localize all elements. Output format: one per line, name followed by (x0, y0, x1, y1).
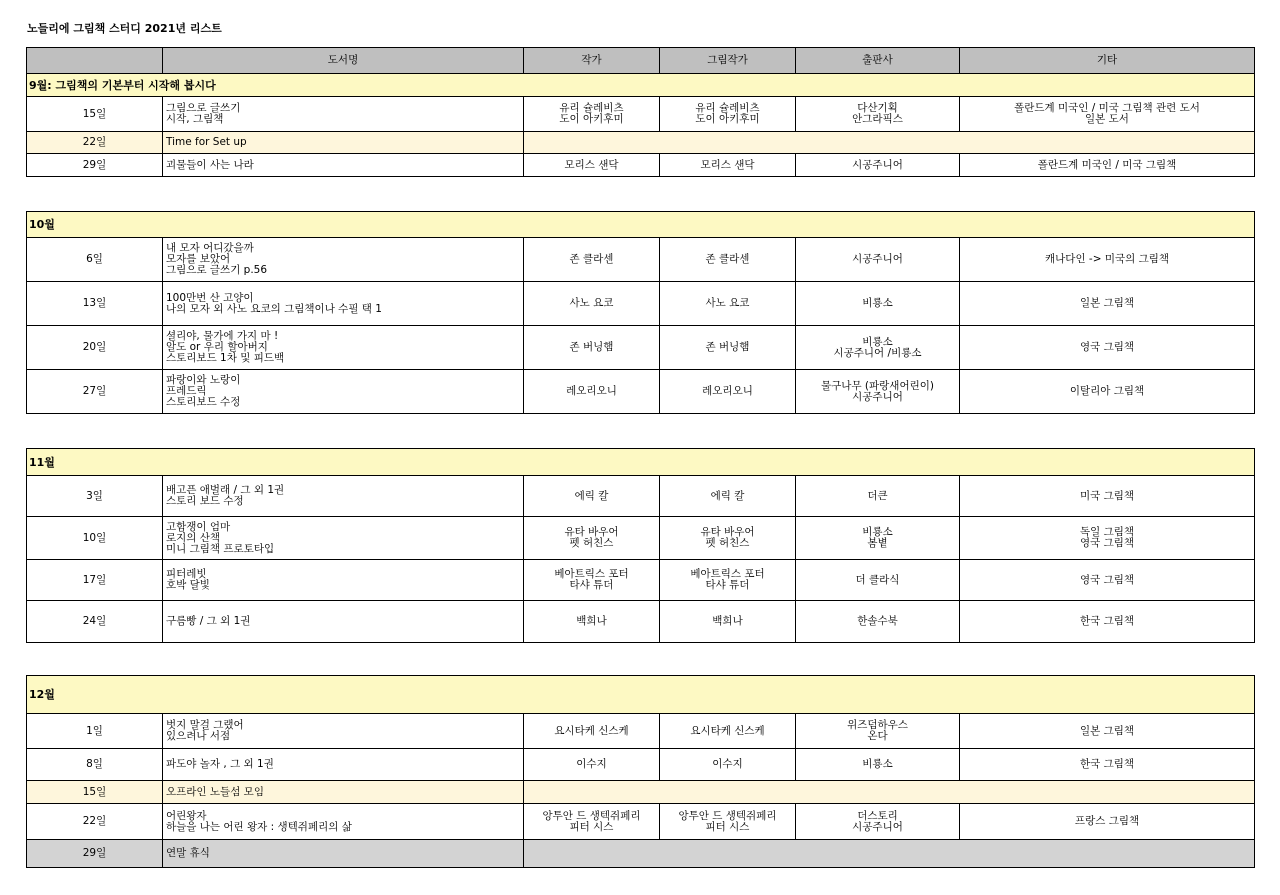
cell-line: 안그라픽스 (852, 113, 903, 125)
date-cell: 24일 (27, 601, 163, 643)
illustrator-cell (660, 517, 796, 560)
cell-line: 독일 그림책 (1080, 526, 1135, 538)
note-cell (960, 560, 1255, 601)
illustrator-cell (660, 326, 796, 370)
cell-line: 내 모자 어디갔을까 (166, 242, 254, 254)
page-title: 노들리에 그림책 스터디 2021년 리스트 (27, 22, 222, 35)
column-header-row (27, 48, 1255, 74)
author-cell (524, 97, 660, 132)
cell-line: 시공주니어 (852, 158, 903, 171)
schedule-table-1 (26, 47, 1255, 177)
author-cell (524, 714, 660, 749)
date-cell: 13일 (27, 282, 163, 326)
cell-line: 베아트릭스 포터 (554, 568, 629, 580)
cell-line: 벗지 말걸 그랬어 (166, 719, 244, 731)
cell-line: 물구나무 (파랑새어린이) (821, 379, 934, 392)
cell-line: 백희나 (712, 615, 743, 627)
cell-line: 모리스 샌닥 (564, 158, 619, 171)
table-row (27, 840, 1255, 868)
cell-line: 이수지 (712, 758, 743, 770)
book-title-cell (163, 97, 524, 132)
date-cell: 8일 (27, 749, 163, 781)
cell-line: 구름빵 / 그 외 1권 (166, 615, 251, 627)
illustrator-cell (660, 749, 796, 781)
illustrator-cell (660, 370, 796, 414)
date-cell: 29일 (27, 154, 163, 177)
cell-line: 베아트릭스 포터 (690, 568, 765, 580)
cell-line: 미국 그림책 (1080, 489, 1135, 502)
cell-line: 일본 그림책 (1080, 297, 1135, 309)
cell-line: 펫 허친스 (705, 537, 750, 549)
cell-line: 존 클라센 (569, 253, 614, 265)
book-title-cell (163, 840, 524, 868)
cell-line: 위즈덤하우스 (847, 719, 908, 731)
cell-line: Time for Set up (166, 136, 247, 148)
cell-line: 시공주니어 (852, 820, 903, 833)
cell-line: 시공주니어 (852, 390, 903, 403)
table-row (27, 601, 1255, 643)
schedule-table-4 (26, 675, 1255, 868)
publisher-cell (796, 560, 960, 601)
author-cell (524, 560, 660, 601)
table-row (27, 749, 1255, 781)
cell-line: 존 클라센 (705, 253, 750, 265)
illustrator-cell (660, 560, 796, 601)
date-cell: 3일 (27, 476, 163, 517)
date-cell: 27일 (27, 370, 163, 414)
cell-line: 영국 그림책 (1080, 573, 1135, 586)
cell-line: 비룡소 (862, 297, 893, 309)
cell-line: 앙투안 드 생텍쥐페리 (542, 809, 641, 822)
cell-line: 피터 시스 (569, 820, 614, 833)
cell-line: 피터 시스 (705, 820, 750, 833)
cell-line: 비룡소 (862, 526, 893, 538)
author-cell (524, 326, 660, 370)
cell-line: 있으려나 서점 (166, 730, 231, 742)
column-header-etc: 기타 (960, 48, 1255, 74)
author-cell (524, 601, 660, 643)
note-cell (960, 749, 1255, 781)
publisher-cell (796, 804, 960, 840)
cell-line: 유리 슐레비츠 (695, 102, 760, 114)
cell-line: 유타 바우어 (700, 526, 755, 538)
note-cell (960, 804, 1255, 840)
table-row (27, 781, 1255, 804)
publisher-cell (796, 370, 960, 414)
cell-line: 시공주니어 (852, 253, 903, 265)
date-cell: 1일 (27, 714, 163, 749)
cell-line: 100만번 산 고양이 (166, 291, 254, 304)
cell-line: 비룡소 (862, 758, 893, 770)
month-header-row (27, 676, 1255, 714)
date-cell: 17일 (27, 560, 163, 601)
author-cell (524, 282, 660, 326)
cell-line: 폴란드계 미국인 / 미국 그림책 관련 도서 (1014, 102, 1200, 114)
cell-line: 알도 or 우리 할아버지 (166, 341, 268, 353)
publisher-cell (796, 326, 960, 370)
table-row (27, 238, 1255, 282)
book-title-cell (163, 517, 524, 560)
empty-span-cell (524, 840, 1255, 868)
date-cell: 20일 (27, 326, 163, 370)
cell-line: 프랑스 그림책 (1074, 815, 1140, 827)
cell-line: 봄볕 (867, 537, 888, 549)
illustrator-cell (660, 238, 796, 282)
illustrator-cell (660, 714, 796, 749)
cell-line: 한국 그림책 (1080, 615, 1135, 627)
date-cell: 22일 (27, 804, 163, 840)
cell-line: 파랑이와 노랑이 (166, 374, 241, 386)
table-row (27, 517, 1255, 560)
cell-line: 스토리보드 1차 및 피드백 (166, 352, 285, 364)
illustrator-cell (660, 804, 796, 840)
author-cell (524, 154, 660, 177)
cell-line: 일본 그림책 (1080, 724, 1135, 737)
cell-line: 영국 그림책 (1080, 537, 1135, 549)
cell-line: 그림으로 글쓰기 (166, 102, 241, 114)
cell-line: 프레드릭 (166, 385, 207, 397)
book-title-cell (163, 154, 524, 177)
cell-line: 피터레빗 (166, 568, 207, 580)
cell-line: 유리 슐레비츠 (559, 102, 624, 114)
cell-line: 스토리 보드 수정 (166, 495, 244, 507)
cell-line: 사노 요코 (569, 297, 614, 309)
month-header-row (27, 74, 1255, 97)
publisher-cell (796, 714, 960, 749)
table-row (27, 714, 1255, 749)
book-title-cell (163, 370, 524, 414)
schedule-table-2 (26, 211, 1255, 414)
note-cell (960, 476, 1255, 517)
cell-line: 로지의 산책 (166, 531, 221, 544)
note-cell (960, 714, 1255, 749)
cell-line: 한국 그림책 (1080, 758, 1135, 770)
cell-line: 시공주니어 /비룡소 (833, 346, 922, 359)
cell-line: 그림으로 글쓰기 p.56 (166, 264, 268, 276)
book-title-cell (163, 238, 524, 282)
cell-line: 존 버닝햄 (569, 341, 614, 353)
cell-line: 오프라인 노들섬 모임 (166, 785, 264, 798)
cell-line: 괴물들이 사는 나라 (166, 158, 254, 171)
cell-line: 레오리오니 (566, 385, 617, 397)
table-row (27, 804, 1255, 840)
cell-line: 도이 아키후미 (559, 113, 624, 125)
cell-line: 어린왕자 (166, 809, 207, 822)
book-title-cell (163, 132, 524, 154)
note-cell (960, 601, 1255, 643)
note-cell (960, 97, 1255, 132)
table-row (27, 132, 1255, 154)
cell-line: 존 버닝햄 (705, 341, 750, 353)
cell-line: 모자를 보았어 (166, 253, 231, 265)
cell-line: 고함쟁이 엄마 (166, 520, 231, 533)
cell-line: 폴란드계 미국인 / 미국 그림책 (1037, 158, 1177, 171)
illustrator-cell (660, 282, 796, 326)
cell-line: 호박 달빛 (166, 579, 210, 591)
book-title-cell (163, 804, 524, 840)
illustrator-cell (660, 601, 796, 643)
author-cell (524, 517, 660, 560)
cell-line: 미니 그림책 프로토타입 (166, 542, 275, 555)
cell-line: 비룡소 (862, 335, 893, 348)
column-header-publisher: 출판사 (796, 48, 960, 74)
date-cell: 22일 (27, 132, 163, 154)
month-heading: 11월 (27, 449, 1255, 476)
book-title-cell (163, 476, 524, 517)
cell-line: 하늘을 나는 어린 왕자 : 생텍쥐페리의 삶 (166, 820, 352, 833)
empty-span-cell (524, 132, 1255, 154)
note-cell (960, 282, 1255, 326)
note-cell (960, 238, 1255, 282)
table-row (27, 476, 1255, 517)
date-cell: 15일 (27, 97, 163, 132)
table-row (27, 154, 1255, 177)
cell-line: 타샤 튜더 (569, 579, 614, 591)
book-title-cell (163, 714, 524, 749)
cell-line: 타샤 튜더 (705, 579, 750, 591)
cell-line: 파도야 놀자 , 그 외 1권 (166, 758, 274, 770)
column-header-author: 작가 (524, 48, 660, 74)
author-cell (524, 476, 660, 517)
cell-line: 스토리보드 수정 (166, 396, 241, 408)
note-cell (960, 154, 1255, 177)
cell-line: 배고픈 애벌래 / 그 외 1권 (166, 484, 285, 496)
cell-line: 더큰 (867, 489, 888, 502)
publisher-cell (796, 282, 960, 326)
cell-line: 셜리야, 물가에 가지 마 ! (166, 330, 279, 342)
illustrator-cell (660, 154, 796, 177)
illustrator-cell (660, 476, 796, 517)
cell-line: 사노 요코 (705, 297, 750, 309)
cell-line: 이탈리아 그림책 (1069, 385, 1145, 397)
book-title-cell (163, 781, 524, 804)
cell-line: 더스토리 (857, 809, 898, 822)
empty-span-cell (524, 781, 1255, 804)
date-cell: 29일 (27, 840, 163, 868)
cell-line: 에릭 칼 (574, 489, 609, 502)
schedule-table-3 (26, 448, 1255, 643)
note-cell (960, 370, 1255, 414)
cell-line: 이수지 (576, 758, 607, 770)
table-row (27, 560, 1255, 601)
cell-line: 다산기획 (857, 102, 898, 114)
cell-line: 더 클라식 (855, 573, 900, 586)
cell-line: 영국 그림책 (1080, 341, 1135, 353)
cell-line: 캐나다인 -> 미국의 그림책 (1045, 253, 1170, 265)
cell-line: 온다 (867, 730, 888, 742)
cell-line: 요시타케 신스케 (690, 724, 765, 737)
cell-line: 레오리오니 (702, 385, 753, 397)
date-cell: 15일 (27, 781, 163, 804)
cell-line: 앙투안 드 생텍쥐페리 (678, 809, 777, 822)
cell-line: 백희나 (576, 615, 607, 627)
column-header-title: 도서명 (163, 48, 524, 74)
publisher-cell (796, 749, 960, 781)
cell-line: 유타 바우어 (564, 526, 619, 538)
column-header-illustrator: 그림작가 (660, 48, 796, 74)
publisher-cell (796, 601, 960, 643)
date-cell: 10일 (27, 517, 163, 560)
table-row (27, 282, 1255, 326)
date-cell: 6일 (27, 238, 163, 282)
book-title-cell (163, 326, 524, 370)
cell-line: 모리스 샌닥 (700, 158, 755, 171)
month-heading: 12월 (27, 676, 1255, 714)
cell-line: 일본 도서 (1085, 113, 1129, 125)
book-title-cell (163, 282, 524, 326)
book-title-cell (163, 601, 524, 643)
cell-line: 에릭 칼 (710, 489, 745, 502)
month-header-row (27, 212, 1255, 238)
publisher-cell (796, 238, 960, 282)
illustrator-cell (660, 97, 796, 132)
cell-line: 한솔수북 (857, 615, 898, 627)
cell-line: 도이 아키후미 (695, 113, 760, 125)
table-row (27, 326, 1255, 370)
month-heading: 10월 (27, 212, 1255, 238)
month-heading: 9월: 그림책의 기본부터 시작해 봅시다 (27, 74, 1255, 97)
month-header-row (27, 449, 1255, 476)
publisher-cell (796, 97, 960, 132)
book-title-cell (163, 749, 524, 781)
author-cell (524, 749, 660, 781)
book-title-cell (163, 560, 524, 601)
author-cell (524, 370, 660, 414)
table-row (27, 97, 1255, 132)
author-cell (524, 804, 660, 840)
cell-line: 나의 모자 외 사노 요코의 그림책이나 수필 택 1 (166, 302, 382, 315)
publisher-cell (796, 154, 960, 177)
note-cell (960, 326, 1255, 370)
cell-line: 요시타케 신스케 (554, 724, 629, 737)
cell-line: 펫 허친스 (569, 537, 614, 549)
table-row (27, 370, 1255, 414)
publisher-cell (796, 476, 960, 517)
author-cell (524, 238, 660, 282)
note-cell (960, 517, 1255, 560)
cell-line: 시작, 그림책 (166, 113, 224, 125)
column-header-date (27, 48, 163, 74)
cell-line: 연말 휴식 (166, 847, 210, 859)
publisher-cell (796, 517, 960, 560)
